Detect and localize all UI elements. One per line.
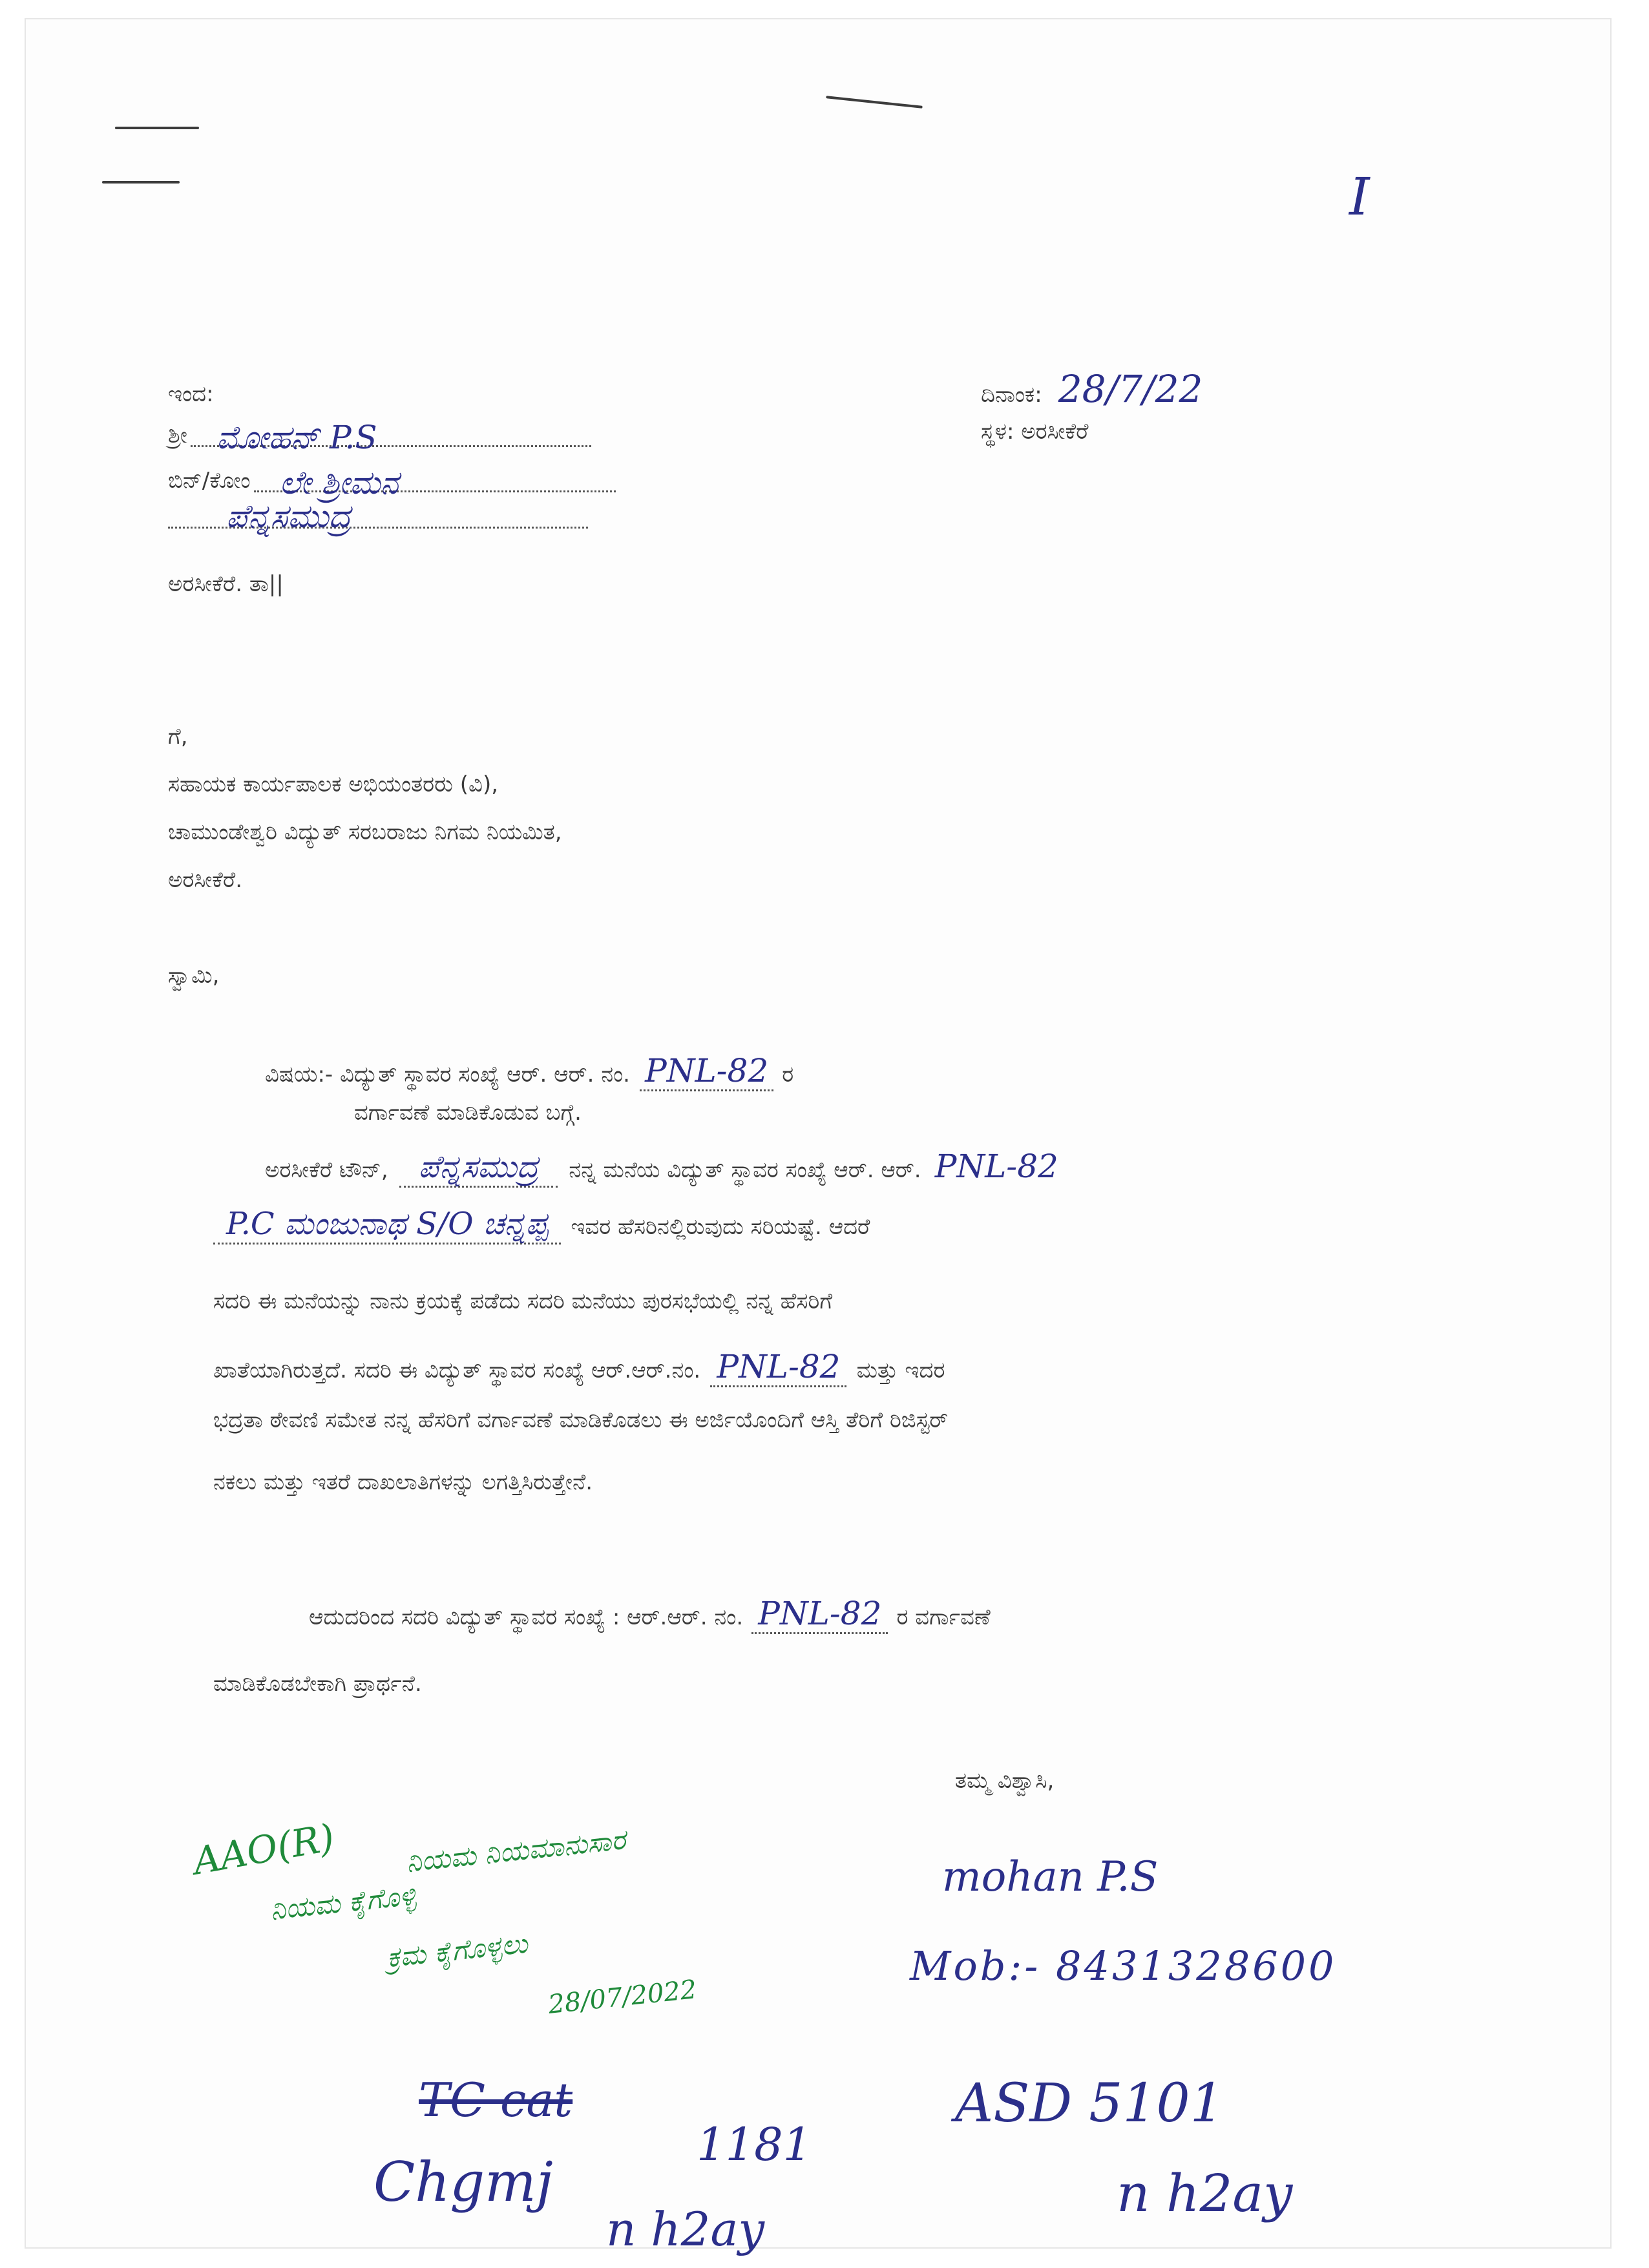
blue-note-tc: TC cat: [419, 2073, 573, 2127]
body-p1-start: ಅರಸೀಕೆರೆ ಟೌನ್,: [265, 1157, 388, 1183]
blue-sign-2: n h2ay: [1117, 2163, 1293, 2223]
parent-label: ಬಿನ್/ಕೋಂ: [168, 468, 251, 494]
subject-suffix: ರ: [782, 1062, 794, 1087]
yours-faithfully: ತಮ್ಮ ವಿಶ್ವಾಸಿ,: [955, 1768, 1055, 1794]
body-p2-rest: ಇವರ ಹೆಸರಿನಲ್ಲಿರುವುದು ಸರಿಯಷ್ಟೆ. ಆದರೆ: [571, 1214, 870, 1240]
recipient-line2: ಚಾಮುಂಡೇಶ್ವರಿ ವಿದ್ಯುತ್ ಸರಬರಾಜು ನಿಗಮ ನಿಯಮಿತ,: [168, 819, 562, 845]
subject-line2: ವರ್ಗಾವಣೆ ಮಾಡಿಕೊಡುವ ಬಗ್ಗೆ.: [354, 1100, 582, 1126]
date-value: 28/7/22: [1058, 367, 1203, 411]
parent-value: ಲೇ ಶ್ರೀಮನ: [279, 464, 399, 501]
recipient-line1: ಸಹಾಯಕ ಕಾರ್ಯಪಾಲಕ ಅಭಿಯಂತರರು (ವಿ),: [168, 772, 499, 797]
body-p4-start: ಖಾತೆಯಾಗಿರುತ್ತದೆ. ಸದರಿ ಈ ವಿದ್ಯುತ್ ಸ್ಥಾವರ ಸಂಖ್ಯೆ ಆರ್.ಆರ್.ನಂ.: [213, 1358, 701, 1383]
address-blank: [168, 498, 588, 535]
name-blank: [191, 419, 591, 456]
body-p1: [265, 1148, 1058, 1188]
subject-rr-number: PNL-82: [640, 1052, 773, 1091]
date-line: [981, 367, 1203, 411]
sender-town: ಅರಸೀಕೆರೆ. ತಾ||: [168, 571, 284, 597]
green-note-line2: ನಿಯಮ ಕೈಗೊಳ್ಳಿ: [269, 1879, 417, 1926]
blue-sign-1: Chgmj: [373, 2150, 553, 2214]
corner-mark: I: [1349, 167, 1370, 227]
closing-l1-end: ರ ವರ್ಗಾವಣೆ: [896, 1604, 991, 1630]
subject-prefix: ವಿಷಯ:- ವಿದ್ಯುತ್ ಸ್ಥಾವರ ಸಂಖ್ಯೆ ಆರ್. ಆರ್. ನಂ.: [265, 1062, 630, 1087]
blue-note-asd: ASD 5101: [955, 2073, 1224, 2134]
salutation: ಸ್ವಾಮಿ,: [168, 963, 220, 989]
place-label: ಸ್ಥಳ: ಅರಸೀಕೆರೆ: [981, 419, 1089, 445]
body-p4-rr: PNL-82: [710, 1348, 846, 1387]
green-note-date: 28/07/2022: [547, 1975, 698, 2020]
blue-sign-3: n h2ay: [606, 2202, 765, 2256]
blue-num-1: 1181: [697, 2118, 812, 2171]
recipient-line3: ಅರಸೀಕೆರೆ.: [168, 867, 243, 893]
green-note-line1: ನಿಯಮ ನಿಯಮಾನುಸಾರ: [404, 1823, 627, 1878]
closing-l1-rr: PNL-82: [751, 1595, 888, 1634]
green-note-line3: ಕ್ರಮ ಕೈಗೊಳ್ಳಲು: [384, 1927, 529, 1974]
closing-l1: [309, 1595, 991, 1634]
from-label: ಇಂದ:: [168, 381, 214, 407]
name-value: ಮೋಹನ್ P.S: [216, 419, 377, 456]
body-p1-mid: ನನ್ನ ಮನೆಯ ವಿದ್ಯುತ್ ಸ್ಥಾವರ ಸಂಖ್ಯೆ ಆರ್. ಆರ್.: [569, 1157, 921, 1183]
body-p1-rr: PNL-82: [934, 1148, 1058, 1185]
sender-address-line: [168, 498, 588, 535]
body-p4: [213, 1348, 945, 1387]
body-p2: [213, 1206, 870, 1244]
body-p1-village: ಪೆನ್ನಸಮುದ್ರ: [399, 1149, 558, 1188]
mobile-number: Mob:- 8431328600: [910, 1942, 1337, 1990]
closing-l1-start: ಆದುದರಿಂದ ಸದರಿ ವಿದ್ಯುತ್ ಸ್ಥಾವರ ಸಂಖ್ಯೆ : ಆರ್.ಆರ್. ನಂ.: [309, 1604, 744, 1630]
body-p3: ಸದರಿ ಈ ಮನೆಯನ್ನು ನಾನು ಕ್ರಯಕ್ಕೆ ಪಡೆದು ಸದರಿ ಮನೆಯು ಪುರಸಭೆಯಲ್ಲಿ ನನ್ನ ಹೆಸರಿಗೆ: [213, 1288, 833, 1314]
recipient-to: ಗೆ,: [168, 724, 188, 750]
sender-name-line: [168, 419, 591, 456]
address-value: ಪೆನ್ನಸಮುದ್ರ: [226, 498, 352, 535]
signature: mohan P.S: [942, 1853, 1159, 1901]
stroke-mark: [826, 96, 923, 109]
body-p2-name: P.C ಮಂಜುನಾಥ S/O ಚನ್ನಪ್ಪ: [213, 1206, 561, 1244]
body-p5: ಭದ್ರತಾ ಠೇವಣಿ ಸಮೇತ ನನ್ನ ಹೆಸರಿಗೆ ವರ್ಗಾವಣೆ ಮಾಡಿಕೊಡಲು ಈ ಅರ್ಜಿಯೊಂದಿಗೆ ಆಸ್ತಿ ತೆರಿಗೆ ರಿಜಿಸ್ಟರ್: [213, 1407, 949, 1433]
subject-line: [265, 1052, 793, 1091]
letter-page: [25, 18, 1612, 2256]
closing-l2: ಮಾಡಿಕೊಡಬೇಕಾಗಿ ಪ್ರಾರ್ಥನೆ.: [213, 1671, 422, 1697]
sender-parent-line: [168, 464, 616, 501]
stroke-mark: [115, 127, 199, 129]
date-label: ದಿನಾಂಕ:: [981, 382, 1042, 408]
green-note-title: AAO(R): [189, 1815, 338, 1884]
body-p6: ನಕಲು ಮತ್ತು ಇತರೆ ದಾಖಲಾತಿಗಳನ್ನು ಲಗತ್ತಿಸಿರುತ್ತೇನೆ.: [213, 1469, 593, 1495]
name-label: ಶ್ರೀ: [168, 423, 187, 448]
parent-blank: [254, 464, 616, 501]
body-p4-end: ಮತ್ತು ಇದರ: [856, 1358, 945, 1383]
stroke-mark: [102, 181, 180, 184]
